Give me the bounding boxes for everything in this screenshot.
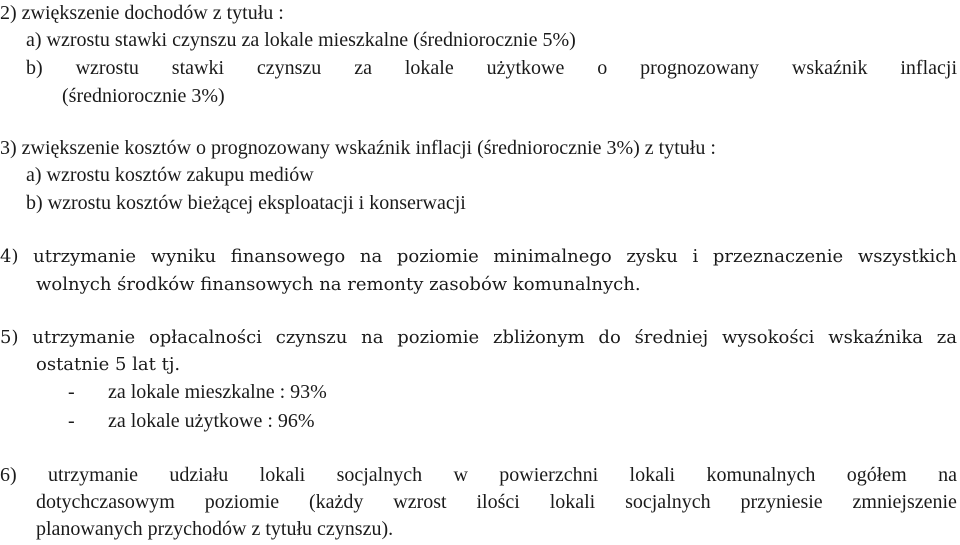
word: 6) [0,464,17,486]
s2-heading: 2) zwiększenie dochodów z tytułu : [0,2,284,24]
word: wskaźnik [791,57,868,79]
word: w [453,464,468,486]
word: utrzymanie [33,246,137,267]
s5-list-item-residential [68,380,327,404]
s3-item-a: a) wzrostu kosztów zakupu mediów [26,164,314,186]
s5-item2-dash: - [68,410,75,432]
word: na [361,327,384,348]
word: lokali [259,464,306,486]
word: powierzchni [499,464,599,486]
s2-item-a: a) wzrostu stawki czynszu za lokale mieszkalne (średniorocznie 5%) [26,29,576,51]
word: wszystkich [857,246,957,267]
word: 5) [0,327,19,348]
word: do [598,327,621,348]
word: utrzymanie [32,327,136,348]
word: inflacji [900,57,957,79]
word: poziomie [396,246,479,267]
word: stawki [171,57,224,79]
s3-heading: 3) zwiększenie kosztów o prognozowany wskaźnik inflacji (średniorocznie 3%) z tytułu : [0,137,716,159]
s3-item-b: b) wzrostu kosztów bieżącej eksploatacji i konserwacji [26,192,466,214]
s4-line-1 [0,245,957,269]
word: socjalnych [625,491,711,513]
word: wzrost [393,491,447,513]
s5-list-item-commercial [68,409,315,433]
word: poziomie [397,327,480,348]
word: ilości [476,491,520,513]
word: za [354,57,372,79]
word: udziału [169,464,229,486]
word: wysokości [721,327,815,348]
word: zmniejszenie [852,491,957,513]
word: zysku [626,246,678,267]
word: komunalnych [706,464,816,486]
word: poziomie [204,491,280,513]
word: lokale [404,57,454,79]
word: o [597,57,608,79]
word: dotychczasowym [36,491,175,513]
s5-item1-text: za lokale mieszkalne : 93% [108,381,327,403]
word: wskaźnika [828,327,923,348]
word: za [936,327,957,348]
word: 4) [0,246,19,267]
s2-item-b-continuation: (średniorocznie 3%) [62,85,225,107]
s5-line-2: ostatnie 5 lat tj. [36,354,181,375]
word: minimalnego [493,246,612,267]
word: użytkowe [486,57,565,79]
word: przeznaczenie [712,246,844,267]
s5-item1-dash: - [68,381,75,403]
word: opłacalności [148,327,262,348]
s5-item2-text: za lokale użytkowe : 96% [108,410,315,432]
word: prognozowany [640,57,760,79]
word: wyniku [150,246,217,267]
s4-line-2: wolnych środków finansowych na remonty zasobów komunalnych. [36,274,641,295]
word: lokali [629,464,676,486]
word: na [359,246,383,267]
word: średniej [634,327,709,348]
s6-line-2 [36,490,957,514]
word: czynszu [256,57,322,79]
s2-item-b [26,56,957,80]
word: przyniesie [740,491,823,513]
word: utrzymanie [48,464,139,486]
word: socjalnych [336,464,423,486]
word: na [938,464,957,486]
s5-line-1 [0,326,957,350]
word: lokali [549,491,596,513]
word: i [692,246,699,267]
word: zbliżonym [492,327,585,348]
word: finansowego [230,246,346,267]
word: wzrostu [75,57,139,79]
word: ogółem [846,464,907,486]
s6-line-3: planowanych przychodów z tytułu czynszu). [36,518,394,540]
word: czynszu [275,327,348,348]
word: b) [26,57,43,79]
s6-line-1 [0,463,957,487]
word: (każdy [309,491,364,513]
